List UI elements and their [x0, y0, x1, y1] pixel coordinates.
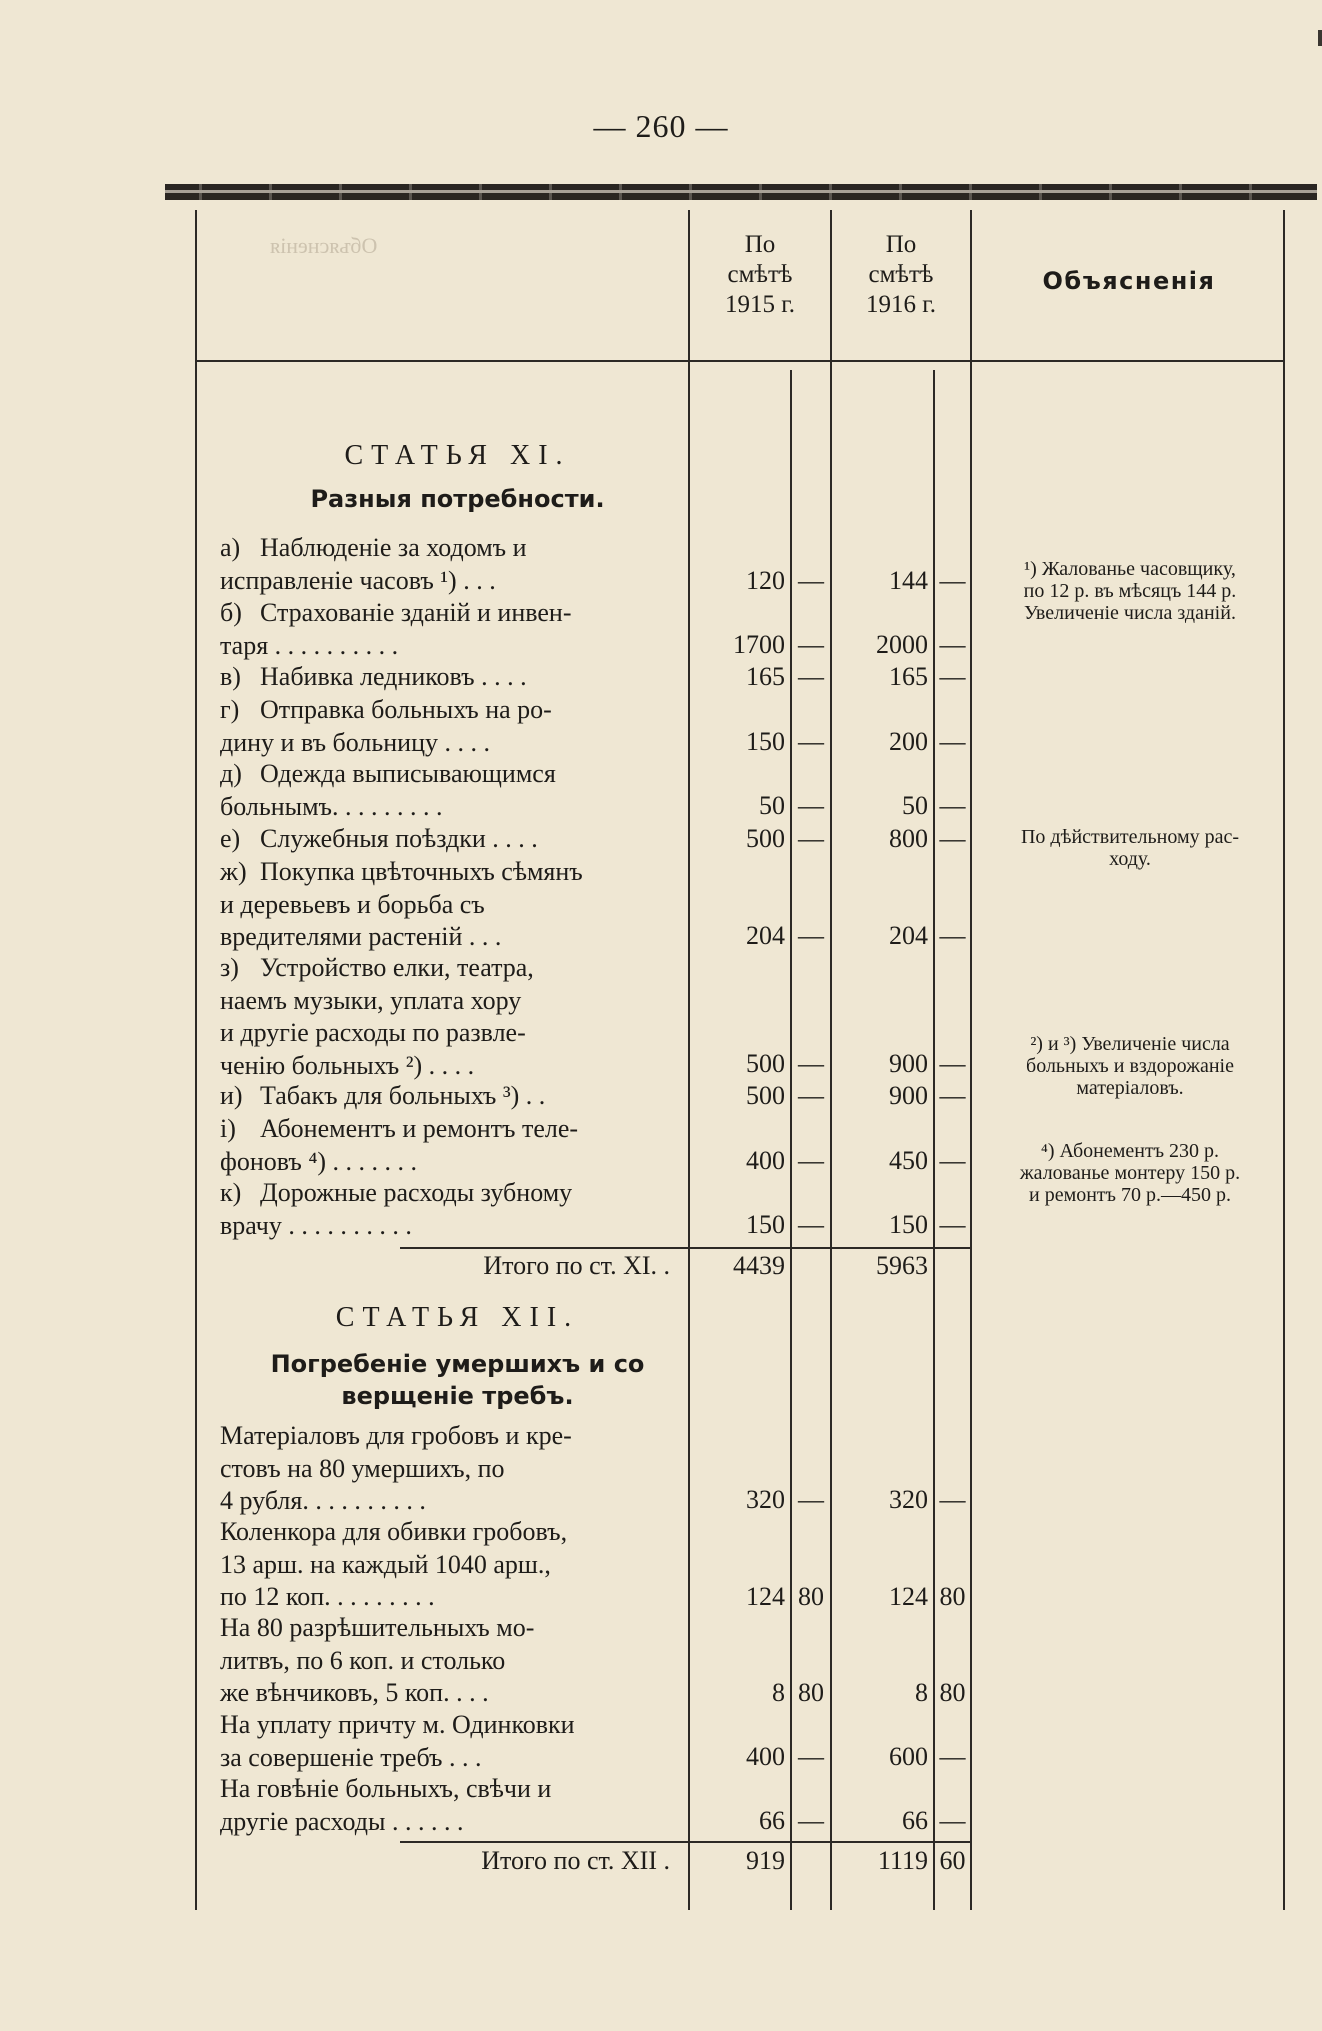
article11-item [220, 661, 672, 694]
amount-1915: 320 [746, 1485, 785, 1514]
kop-1915: — [798, 1146, 824, 1175]
amount-1916: 66 [902, 1806, 928, 1835]
header-bottom-rule [195, 360, 1285, 362]
article12-item [220, 1773, 672, 1838]
kop-1916: — [939, 630, 966, 659]
amount-1916: 165 [889, 662, 928, 691]
amount-1915: 150 [746, 1210, 785, 1239]
kop-1915: 80 [798, 1582, 824, 1611]
article12-item [220, 1420, 672, 1518]
amount-1916: 150 [889, 1210, 928, 1239]
amount-1916: 900 [889, 1081, 928, 1110]
article11-total-1916: 5963 [876, 1251, 928, 1280]
amount-1916: 144 [889, 566, 928, 595]
edge-mark [1318, 30, 1322, 46]
article11-item [220, 758, 672, 823]
kop-1915: — [798, 1049, 824, 1078]
kop-1915: — [798, 727, 824, 756]
article12-total-1916: 1119 [877, 1846, 928, 1875]
amount-1916: 200 [889, 727, 928, 756]
kop-1916: 80 [939, 1582, 966, 1611]
amount-1915: 124 [746, 1582, 785, 1611]
kop-1915: — [798, 1210, 824, 1239]
amount-1916: 204 [889, 921, 928, 950]
note-4: ⁴) Абонементъ 230 р. жалованье монтеру 150 р. и ремонтъ 70 р.—450 р. [1019, 1140, 1241, 1206]
amount-1915: 500 [746, 1049, 785, 1078]
amount-1915: 1700 [733, 630, 785, 659]
item-letter: в) [220, 662, 241, 691]
amount-1915: 400 [746, 1146, 785, 1175]
amount-1916: 800 [889, 824, 928, 853]
kop-1916: — [939, 791, 966, 820]
amount-1915: 204 [746, 921, 785, 950]
item-text: На уплату причту м. Одинковки за совершеніе требъ . . . [220, 1710, 575, 1772]
amount-1916: 124 [889, 1582, 928, 1611]
item-text: Страхованіе зданій и инвен- таря . . . . . . . . . . [220, 598, 572, 660]
header-explanations: Объясненія [1042, 267, 1216, 295]
item-letter: г) [220, 695, 240, 724]
kop-1916: 80 [939, 1678, 966, 1707]
item-text: Служебныя поѣздки . . . . [260, 824, 538, 853]
note-3: ²) и ³) Увеличеніе числа больныхъ и вздорожаніе матеріаловъ. [1026, 1033, 1234, 1099]
amount-1915: 400 [746, 1742, 785, 1771]
item-letter: ж) [220, 857, 247, 886]
amount-1915: 500 [746, 1081, 785, 1110]
article12-title: СТАТЬЯ XII. [335, 1302, 580, 1333]
article12-item [220, 1709, 672, 1774]
kop-1916: — [939, 1146, 966, 1175]
kop-1915: 80 [798, 1678, 824, 1707]
amount-1915: 8 [772, 1678, 785, 1707]
rule-col1916-right [970, 210, 972, 1910]
item-letter: е) [220, 824, 241, 853]
amount-1916: 900 [889, 1049, 928, 1078]
kop-1916: — [939, 566, 966, 595]
item-text: На 80 разрѣшительныхъ мо- литвъ, по 6 коп. и столько же вѣнчиковъ, 5 коп. . . . [220, 1613, 535, 1707]
kop-1915: — [798, 662, 824, 691]
amount-1915: 150 [746, 727, 785, 756]
kop-1915: — [798, 1081, 824, 1110]
item-letter: з) [220, 953, 239, 982]
article11-total-1915: 4439 [733, 1251, 785, 1280]
amount-1916: 320 [889, 1485, 928, 1514]
kop-1916: — [939, 662, 966, 691]
kop-1916: — [939, 1081, 966, 1110]
article12-item [220, 1612, 672, 1710]
item-text: Матеріаловъ для гробовъ и кре- стовъ на 80 умершихъ, по 4 рубля. . . . . . . . . . [220, 1421, 572, 1515]
item-letter: а) [220, 533, 241, 562]
article12-total-1916-kop: 60 [939, 1846, 966, 1875]
item-text: Коленкора для обивки гробовъ, 13 арш. на каждый 1040 арш., по 12 коп. . . . . . . . . [220, 1517, 568, 1611]
kop-1916: — [939, 1485, 966, 1514]
item-letter: і) [220, 1114, 236, 1143]
article11-item [220, 1113, 672, 1178]
kop-1915: — [798, 1485, 824, 1514]
article11-item [220, 597, 672, 662]
kop-1915: — [798, 630, 824, 659]
article11-title: СТАТЬЯ XI. [344, 440, 571, 471]
amount-1916: 600 [889, 1742, 928, 1771]
article11-item [220, 694, 672, 759]
item-text: Наблюденіе за ходомъ и исправленіе часовъ ¹) . . . [220, 533, 527, 595]
item-text: Отправка больныхъ на ро- дину и въ больницу . . . . [220, 695, 552, 757]
kop-1915: — [798, 921, 824, 950]
article11-item [220, 532, 672, 597]
kop-1916: — [939, 1806, 966, 1835]
item-text: Одежда выписывающимся больнымъ. . . . . . . . . [220, 759, 556, 821]
amount-1916: 450 [889, 1146, 928, 1175]
kop-1916: — [939, 727, 966, 756]
article11-item [220, 1080, 672, 1113]
amount-1915: 165 [746, 662, 785, 691]
amount-1915: 50 [759, 791, 785, 820]
kop-1915: — [798, 1742, 824, 1771]
item-letter: д) [220, 759, 242, 788]
page-number: — 260 — [593, 108, 729, 144]
item-text: Набивка ледниковъ . . . . [260, 662, 527, 691]
rule-right [1283, 210, 1285, 1910]
article12-total-1915: 919 [746, 1846, 785, 1875]
kop-1916: — [939, 824, 966, 853]
amount-1916: 2000 [876, 630, 928, 659]
item-letter: к) [220, 1178, 242, 1207]
kop-1916: — [939, 1210, 966, 1239]
article11-item [220, 1177, 672, 1242]
article12-item [220, 1516, 672, 1614]
item-text: Покупка цвѣточныхъ сѣмянъ и деревьевъ и борьба съ вредителями растеній . . . [220, 857, 583, 951]
article11-total-rule [400, 1247, 970, 1249]
note-1: ¹) Жалованье часовщику, по 12 р. въ мѣсяцъ 144 р. Увеличеніе числа зданій. [1023, 558, 1237, 624]
kop-1915: — [798, 1806, 824, 1835]
item-text: Устройство елки, театра, наемъ музыки, уплата хору и другіе расходы по развле- ченію больныхъ ²) . . . . [220, 953, 534, 1080]
item-letter: и) [220, 1081, 243, 1110]
note-2: По дѣйствительному рас- ходу. [1020, 826, 1240, 870]
amount-1915: 66 [759, 1806, 785, 1835]
item-text: Абонементъ и ремонтъ теле- фоновъ ⁴) . . . . . . . [220, 1114, 579, 1176]
article11-total-label: Итого по ст. XI. . [483, 1251, 670, 1280]
item-text: Табакъ для больныхъ ³) . . [260, 1081, 546, 1110]
article12-total-label: Итого по ст. XII . [481, 1846, 670, 1875]
article11-item [220, 952, 672, 1082]
kop-1915: — [798, 824, 824, 853]
kop-1916: — [939, 921, 966, 950]
article11-subtitle: Разныя потребности. [310, 485, 605, 513]
item-letter: б) [220, 598, 242, 627]
rule-left [195, 210, 197, 1910]
kop-1916: — [939, 1049, 966, 1078]
kop-1915: — [798, 566, 824, 595]
item-text: На говѣніе больныхъ, свѣчи и другіе расходы . . . . . . [220, 1774, 552, 1836]
article12-subtitle: Погребеніе умершихъ и со верщеніе требъ. [270, 1350, 645, 1410]
article11-item [220, 823, 672, 856]
amount-1915: 500 [746, 824, 785, 853]
top-rule [165, 184, 1317, 200]
amount-1916: 8 [915, 1678, 928, 1707]
header-col-1915: По смѣтѣ 1915 г. [725, 231, 795, 318]
bleed-through-text: Объясненія [270, 233, 378, 258]
item-text: Дорожные расходы зубному врачу . . . . . . . . . . [220, 1178, 573, 1240]
header-col-1916: По смѣтѣ 1916 г. [866, 231, 936, 318]
kop-1916: — [939, 1742, 966, 1771]
amount-1916: 50 [902, 791, 928, 820]
article11-item [220, 856, 672, 954]
kop-1915: — [798, 791, 824, 820]
amount-1915: 120 [746, 566, 785, 595]
article12-total-rule [400, 1841, 970, 1843]
